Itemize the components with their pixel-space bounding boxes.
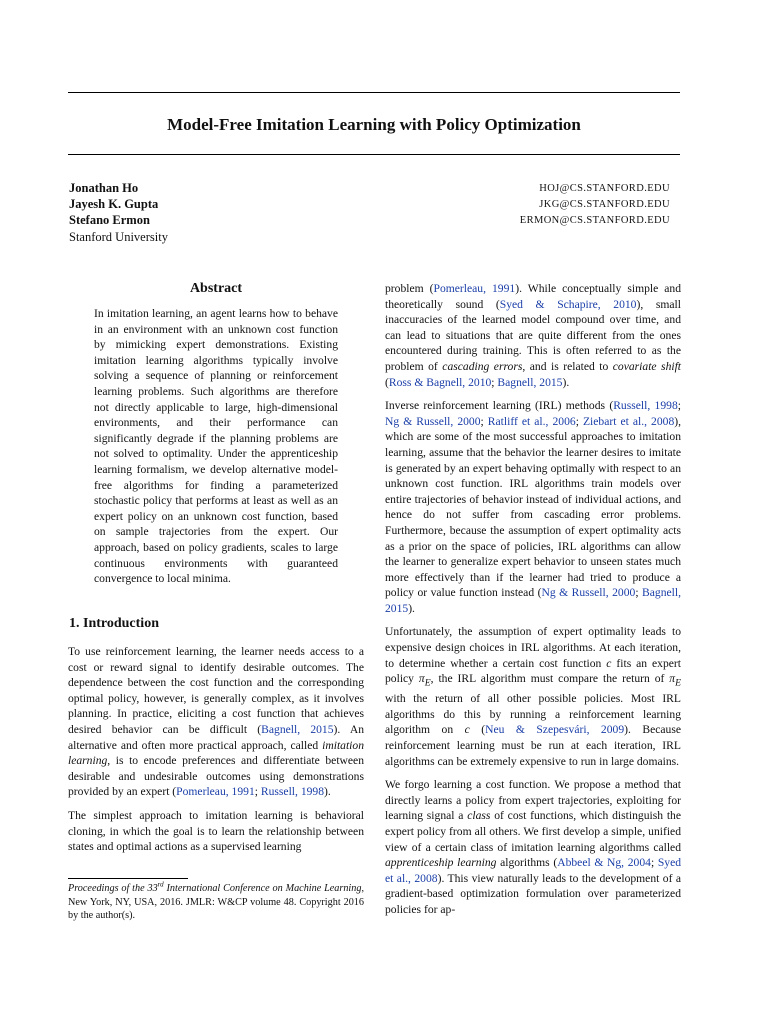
author-name: Jayesh K. Gupta — [69, 197, 159, 211]
right-paragraph-3: Unfortunately, the assumption of expert optimality leads to expensive design choices in IRL algorithms. At each iteration, to determine whether a certain cost function c fits an expert policy $\pi_E$, the IRL algorithm must compare the return of $\pi_E$ with the return of all other possible policies. Most IRL algorithms do this by running a reinforcement learning algorithm on c (Neu & Szepesvári, 2009). Because reinforcement learning must be run at each iteration, IRL algorithms can be extremely expensive to run in large domains. — [385, 625, 682, 768]
citation-link[interactable]: Ng & Russell, 2000 — [385, 414, 481, 428]
left-column — [68, 644, 364, 863]
citation-link[interactable]: Ratliff et al., 2006 — [487, 414, 576, 428]
right-column — [385, 281, 681, 925]
affiliation: Stanford University — [69, 230, 168, 244]
intro-paragraph-1: To use reinforcement learning, the learner needs access to a cost or reward signal to identify desirable outcomes. The dependence between the cost function and the corresponding optimal policy, however, is generally complex, as it involves planning. In practice, eliciting a cost function that achieves desired behavior can be difficult (Bagnell, 2015). An alternative and often more practical approach, called imitation learning, is to encode preferences and differentiate between desirable and undesirable outcomes using demonstrations provided by an expert (Pomerleau, 1991; Russell, 1998). — [68, 645, 365, 799]
citation-link[interactable]: Neu & Szepesvári, 2009 — [485, 723, 625, 737]
right-paragraph-2: Inverse reinforcement learning (IRL) methods (Russell, 1998; Ng & Russell, 2000; Ratliff et al., 2006; Ziebart et al., 2008), which are some of the most successful approaches to imitation learning, assume that the behavior the learner desires to imitate is generated by an expert behaving optimally with respect to an unknown cost function. IRL algorithms train models over entire trajectories of behavior instead of individual actions, and hence do not suffer from cascading error problems. Furthermore, because the assumption of expert optimality acts as a prior on the space of policies, IRL algorithms can allow the learner to generalize expert behavior to unseen states much more effectively than if the learner had tried to produce a policy or value function instead (Ng & Russell, 2000; Bagnell, 2015). — [385, 399, 682, 615]
author-name: Stefano Ermon — [69, 213, 150, 227]
citation-link[interactable]: Pomerleau, 1991 — [176, 785, 255, 799]
header-top-rule — [68, 92, 680, 93]
footnote: Proceedings of the 33rd International Conference on Machine Learning, New York, NY, USA, 2016. JMLR: W&CP volume 48. Copyright 2016 by the author(s). — [68, 880, 364, 922]
citation-link[interactable]: Bagnell, 2015 — [497, 375, 563, 389]
citation-link[interactable]: Russell, 1998 — [260, 785, 325, 799]
citation-link[interactable]: Abbeel & Ng, 2004 — [557, 856, 651, 870]
right-paragraph-1: problem (Pomerleau, 1991). While conceptually simple and theoretically sound (Syed & Schapire, 2010), small inaccuracies of the learned model compound over time, and can lead to situations that are quite different from the ones encountered during training. This is often referred to as the problem of cascading errors, and is related to covariate shift (Ross & Bagnell, 2010; Bagnell, 2015). — [385, 282, 682, 389]
citation-link[interactable]: Ng & Russell, 2000 — [541, 586, 636, 600]
header-bottom-rule — [68, 154, 680, 155]
abstract-text: In imitation learning, an agent learns how to behave in an environment with an unknown cost function by mimicking expert demonstrations. Existing imitation learning algorithms typically involve solving a sequence of planning or reinforcement learning problems. Such algorithms are therefore not directly applicable to large, high-dimensional environments, and their performance can significantly degrade if the planning problems are not solved to optimality. Under the apprenticeship learning formalism, we develop alternative model-free algorithms for finding a parameterized stochastic policy that performs at least as well as an expert policy on an unknown cost function, based on sample trajectories from the expert. Our approach, based on policy gradients, scales to large continuous environments with guaranteed convergence to local minima. — [94, 307, 338, 586]
footnote-rule — [68, 878, 188, 879]
paper-title: Model-Free Imitation Learning with Policy Optimization — [167, 115, 581, 134]
citation-link[interactable]: Russell, 1998 — [613, 399, 678, 413]
citation-link[interactable]: Syed & Schapire, 2010 — [499, 297, 637, 311]
author-email[interactable]: HOJ@CS.STANFORD.EDU — [539, 183, 670, 194]
author-email[interactable]: JKG@CS.STANFORD.EDU — [539, 199, 670, 210]
right-paragraph-4: We forgo learning a cost function. We propose a method that directly learns a policy from expert trajectories, exploiting for learning signal a class of cost functions, which distinguish the expert policy from all others. We first develop a simple, unified view of a certain class of imitation learning algorithms called apprenticeship learning algorithms (Abbeel & Ng, 2004; Syed et al., 2008). This view naturally leads to the development of a gradient-based optimization formulation over parameterized policies for ap- — [385, 778, 682, 916]
citation-link[interactable]: Pomerleau, 1991 — [433, 282, 516, 295]
citation-link[interactable]: Syed et al., 2008 — [385, 856, 682, 885]
citation-link[interactable]: Ross & Bagnell, 2010 — [388, 375, 492, 389]
citation-link[interactable]: Bagnell, 2015 — [385, 586, 681, 615]
citation-link[interactable]: Ziebart et al., 2008 — [582, 414, 675, 428]
citation-link[interactable]: Bagnell, 2015 — [261, 722, 334, 736]
section-heading-introduction: 1. Introduction — [69, 616, 159, 631]
intro-paragraph-2: The simplest approach to imitation learning is behavioral cloning, in which the goal is to learn the relationship between states and optimal actions as a supervised learning — [68, 808, 364, 854]
abstract-heading: Abstract — [189, 281, 243, 296]
author-name: Jonathan Ho — [69, 181, 139, 195]
author-email[interactable]: ERMON@CS.STANFORD.EDU — [519, 215, 670, 226]
